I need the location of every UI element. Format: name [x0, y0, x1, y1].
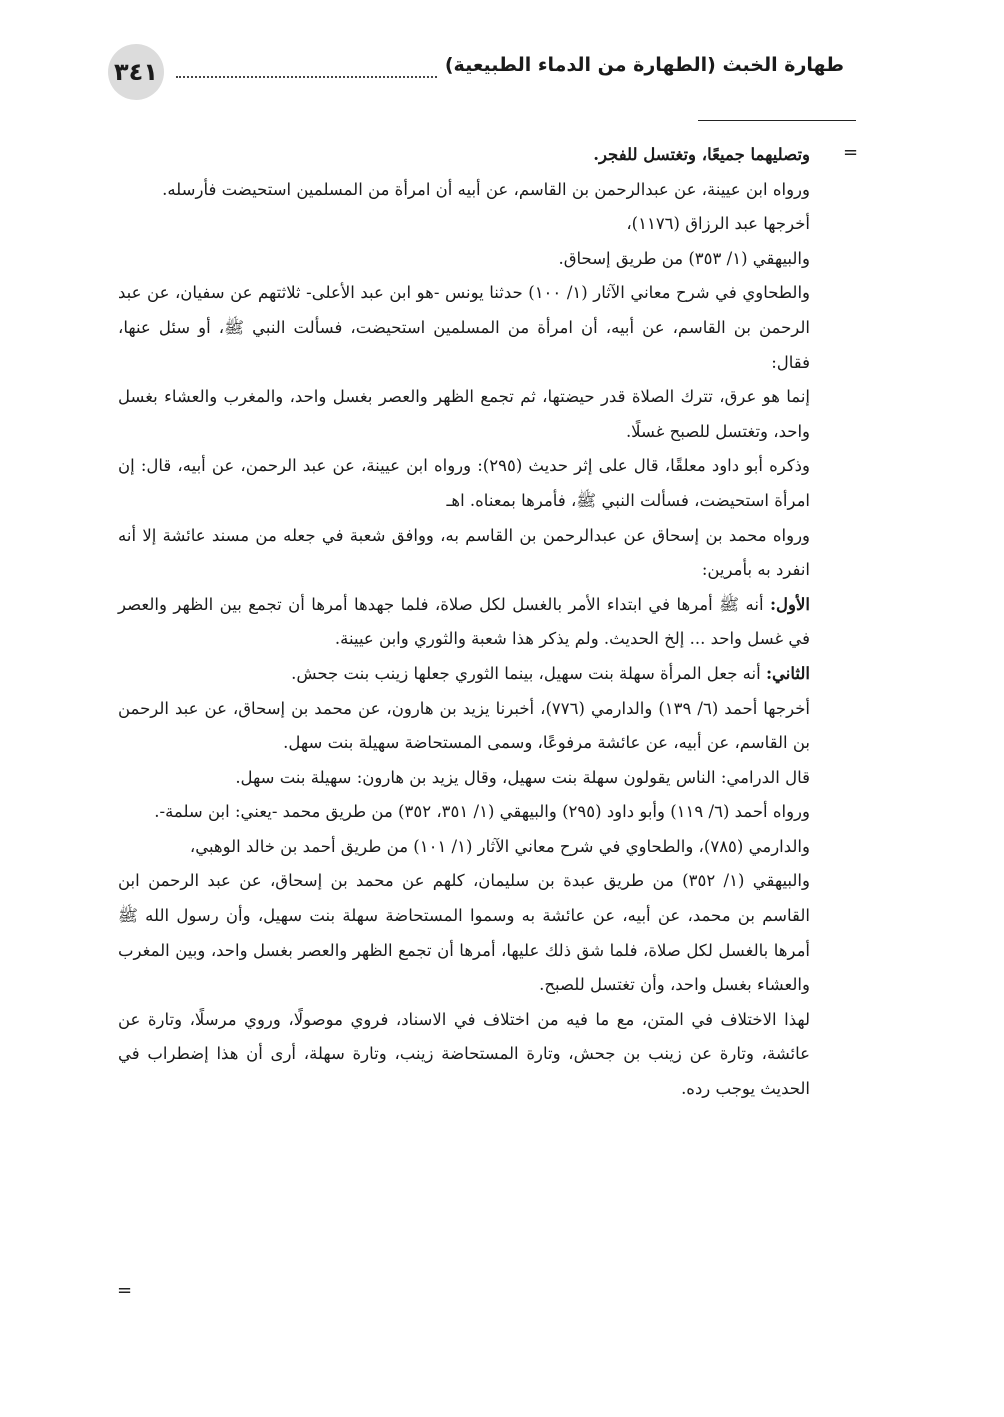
paragraph-text: ورواه محمد بن إسحاق عن عبدالرحمن بن القاسم به، ووافق شعبة في جعله من مسند عائشة إلا أنه انفرد به بأمرين:	[118, 525, 810, 580]
paragraph-text: لهذا الاختلاف في المتن، مع ما فيه من اختلاف في الاسناد، فروي موصولًا، وروي مرسلًا، وتارة عن عائشة، وتارة عن زينب بن جحش، وتارة المستحاضة زينب، وتارة سهلة، أرى أن هذا إضطراب في الحديث يوجب رده.	[118, 1009, 810, 1099]
header-title: طهارة الخبث (الطهارة من الدماء الطبيعية)	[444, 54, 844, 76]
footnote-paragraph	[118, 138, 810, 173]
footnote-paragraph	[118, 242, 810, 277]
bold-lead: الأول:	[769, 594, 810, 614]
paragraph-text: والبيهقي (١/ ٣٥٣) من طريق إسحاق.	[558, 248, 810, 268]
footnote-paragraph	[118, 519, 810, 588]
paragraph-text: أنه جعل المرأة سهلة بنت سهيل، بينما الثوري جعلها زينب بنت جحش.	[291, 663, 766, 683]
footnote-paragraph	[118, 276, 810, 380]
footnote-paragraph	[118, 761, 810, 796]
continuation-marker-bottom: =	[117, 1280, 133, 1301]
footnote-text	[118, 138, 810, 1107]
paragraph-text: أخرجها عبد الرزاق (١١٧٦)،	[626, 214, 810, 234]
paragraph-text: ورواه أحمد (٦/ ١١٩) وأبو داود (٢٩٥) والبيهقي (١/ ٣٥١، ٣٥٢) من طريق محمد -يعني: ابن سلمة-.	[154, 802, 810, 822]
paragraph-text: أنه ﷺ أمرها في ابتداء الأمر بالغسل لكل صلاة، فلما جهدها أمرها أن تجمع بين الظهر والعصر في غسل واحد ... إلخ الحديث. ولم يذكر هذا شعبة والثوري وابن عيينة.	[118, 594, 810, 649]
footnote-separator	[698, 120, 856, 121]
paragraph-text: قال الدرامي: الناس يقولون سهلة بنت سهيل، وقال يزيد بن هارون: سهيلة بنت سهل.	[235, 767, 810, 787]
footnote-paragraph	[118, 380, 810, 449]
paragraph-text: والطحاوي في شرح معاني الآثار (١/ ١٠٠) حدثنا يونس -هو ابن عبد الأعلى- ثلاثتهم عن سفيان، عن عبد الرحمن بن القاسم، عن أبيه، أن امرأة من المسلمين استحيضت، فسألت النبي ﷺ، أو سئل عنها، فقال:	[118, 283, 811, 372]
footnote-paragraph	[118, 830, 810, 865]
running-header	[104, 44, 844, 102]
paragraph-text: وذكره أبو داود معلقًا، قال على إثر حديث (٢٩٥): ورواه ابن عيينة، عن عبد الرحمن، عن أبيه، قال: إن امرأة استحيضت، فسألت النبي ﷺ، فأمرها بمعناه. اهـ	[118, 456, 810, 510]
bold-lead: الثاني:	[765, 663, 810, 683]
footnote-paragraph	[118, 864, 810, 1002]
paragraph-text: إنما هو عرق، تترك الصلاة قدر حيضتها، ثم تجمع الظهر والعصر بغسل واحد، والمغرب والعشاء بغسل واحد، وتغتسل للصبح غسلًا.	[118, 387, 810, 441]
continuation-marker-top: =	[843, 142, 859, 163]
footnote-paragraph	[118, 588, 810, 657]
header-dots-left	[176, 76, 437, 78]
footnote-paragraph	[118, 173, 810, 208]
footnote-paragraph	[118, 449, 810, 518]
paragraph-text: والبيهقي (١/ ٣٥٢) من طريق عبدة بن سليمان، كلهم عن محمد بن إسحاق، عن عبد الرحمن ابن القاسم بن محمد، عن أبيه، عن عائشة به وسموا المستحاضة سهلة بنت سهيل، وأن رسول الله ﷺ أمرها بالغسل لكل صلاة، فلما شق ذلك عليها، أمرها أن تجمع الظهر والعصر بغسل واحد، وبين المغرب والعشاء بغسل واحد، وأن تغتسل للصبح.	[118, 871, 810, 995]
footnote-paragraph	[118, 795, 810, 830]
page-number: ٣٤١	[114, 58, 158, 86]
footnote-paragraph	[118, 1003, 810, 1107]
page-number-badge	[108, 44, 164, 100]
paragraph-text: والدارمي (٧٨٥)، والطحاوي في شرح معاني الآثار (١/ ١٠١) من طريق أحمد بن خالد الوهبي،	[189, 836, 810, 856]
footnote-paragraph	[118, 207, 810, 242]
paragraph-text: ورواه ابن عيينة، عن عبدالرحمن بن القاسم، عن أبيه أن امرأة من المسلمين استحيضت فأرسله.	[162, 179, 810, 199]
footnote-paragraph	[118, 657, 810, 692]
paragraph-text: أخرجها أحمد (٦/ ١٣٩) والدارمي (٧٧٦)، أخبرنا يزيد بن هارون، عن محمد بن إسحاق، عن عبد الرحمن بن القاسم، عن أبيه، عن عائشة مرفوعًا، وسمى المستحاضة سهيلة بنت سهل.	[118, 698, 811, 753]
bold-lead: وتصليهما جميعًا، وتغتسل للفجر.	[593, 145, 810, 164]
footnote-paragraph	[118, 692, 810, 761]
